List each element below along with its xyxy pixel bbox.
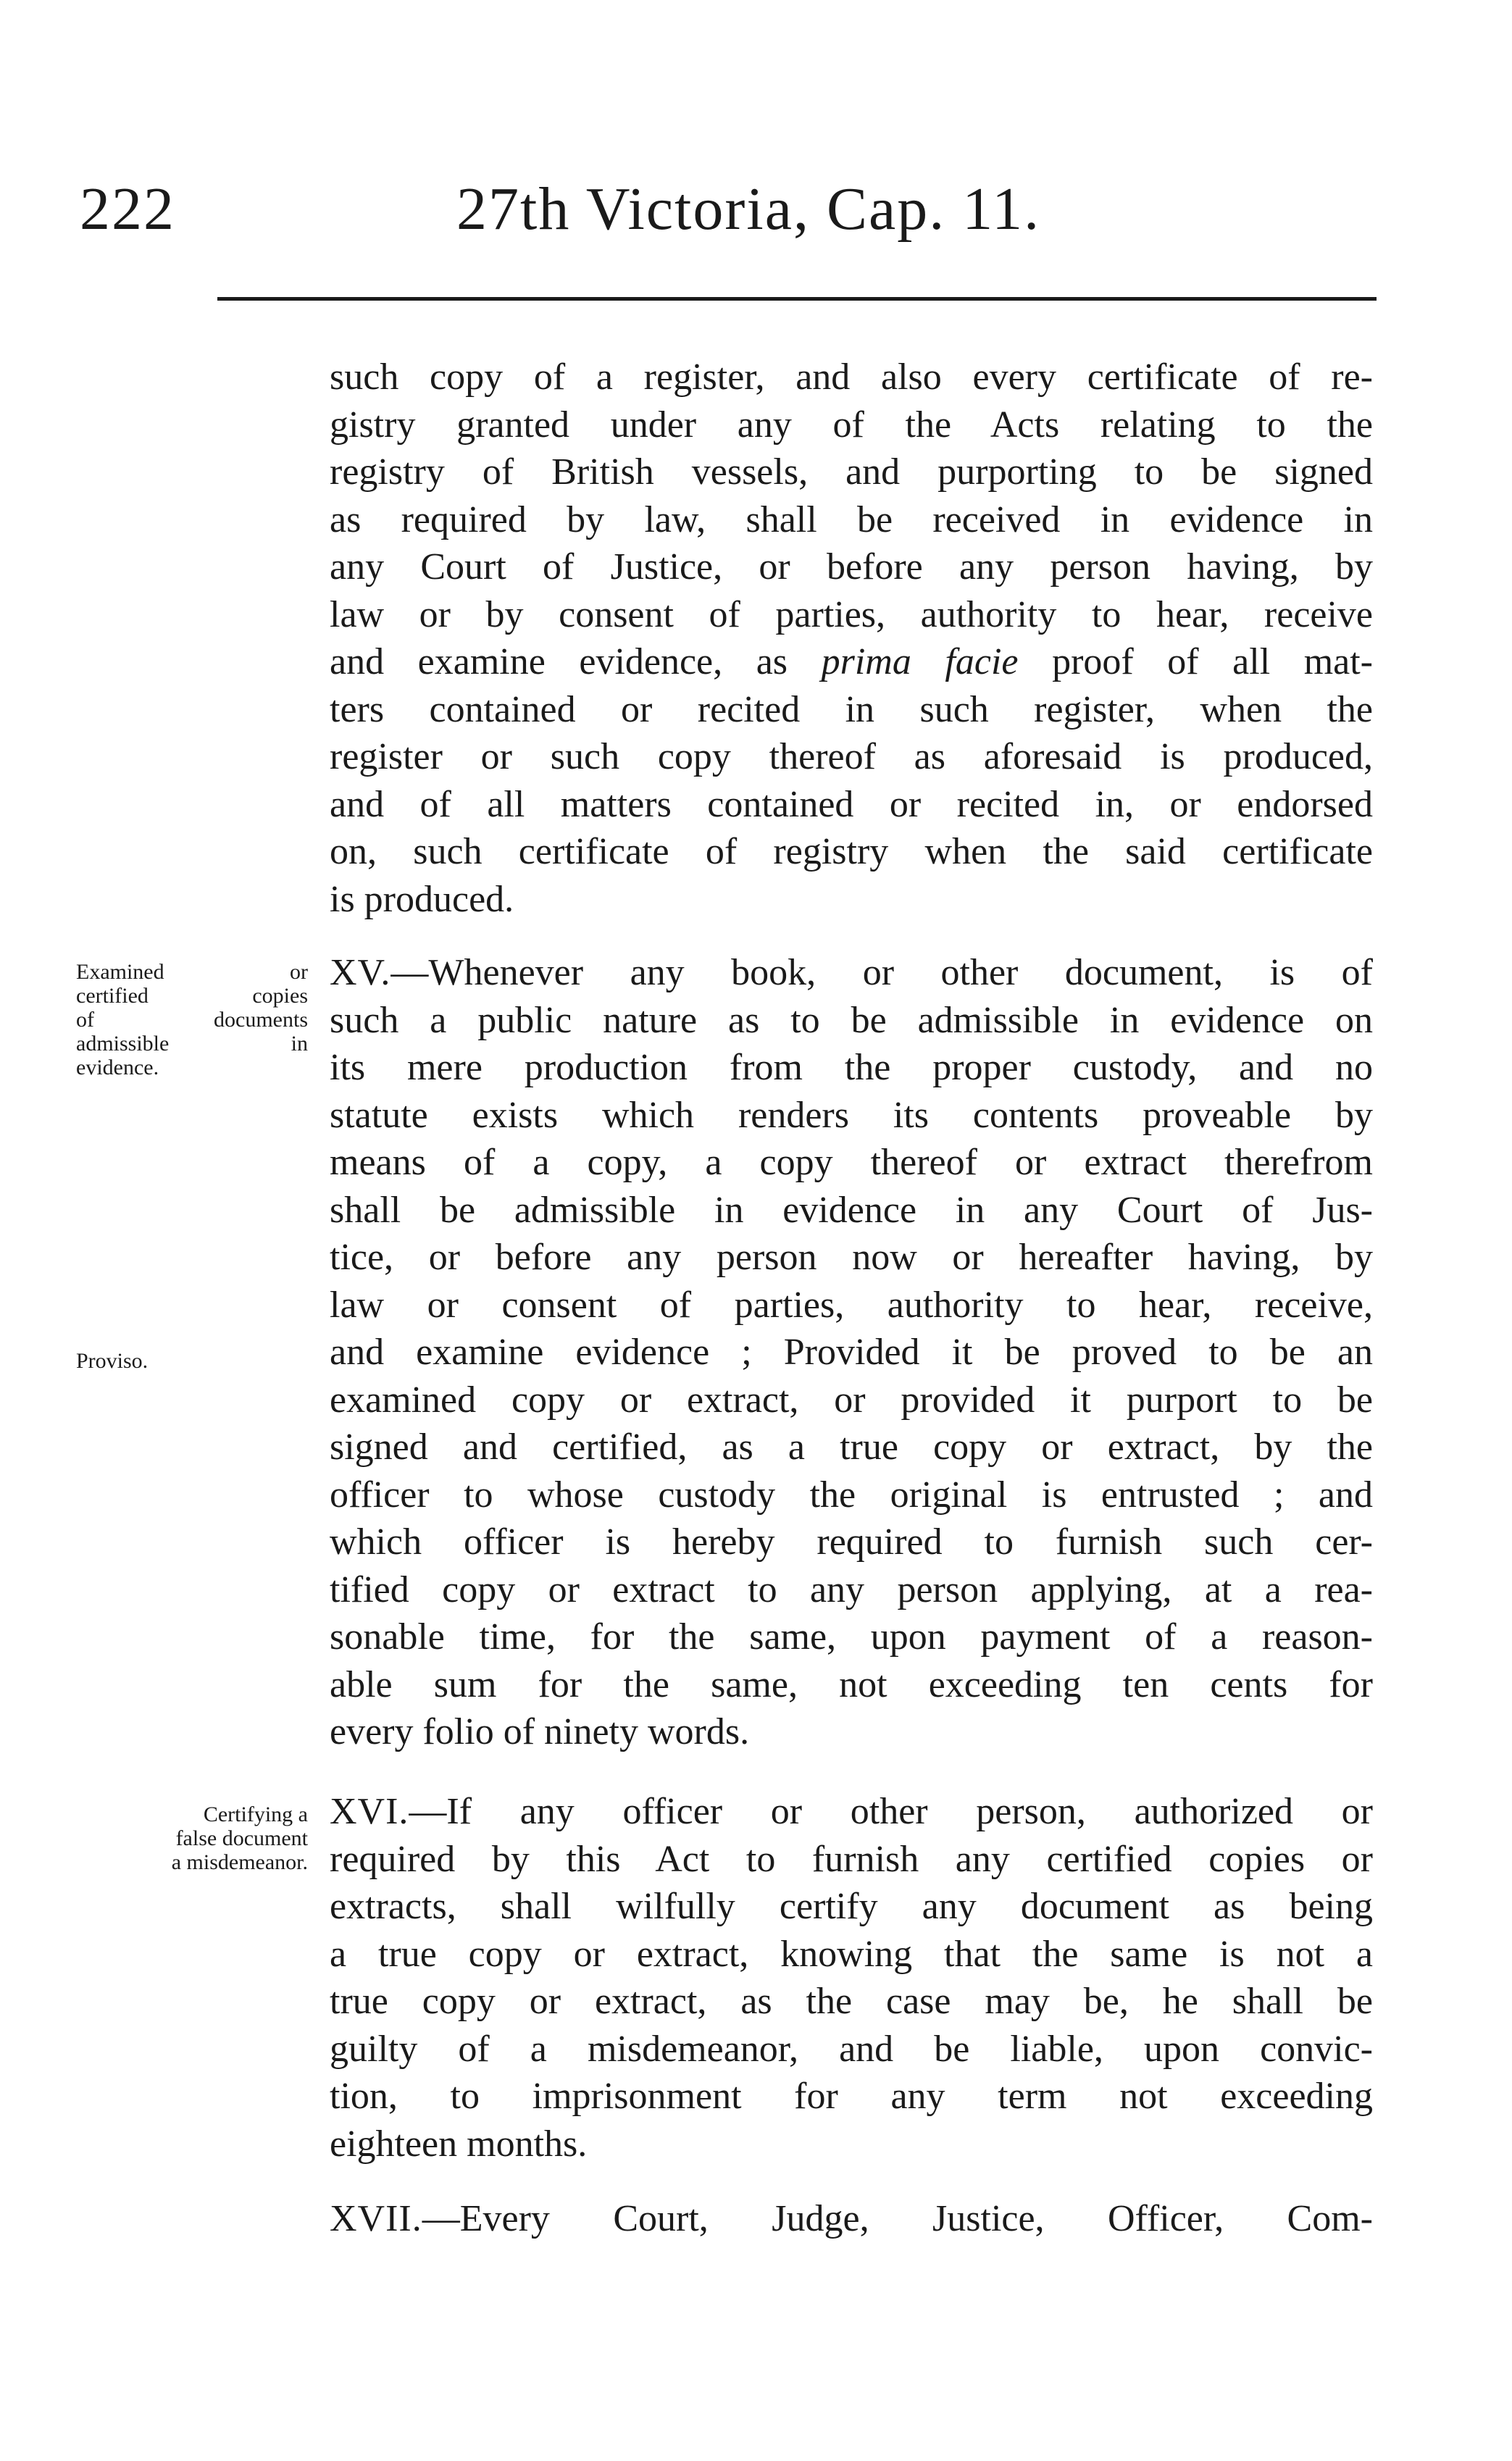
section-number: XV. bbox=[330, 952, 391, 993]
text-line: such a public nature as to be admissible in evidence on bbox=[330, 999, 1373, 1041]
margin-note-line: a misdemeanor. bbox=[171, 1850, 308, 1874]
text-fragment: —Every Court, Judge, Justice, Officer, Com- bbox=[422, 2198, 1373, 2239]
text-line: means of a copy, a copy thereof or extract therefrom bbox=[330, 1142, 1373, 1183]
text-line: and examine evidence ; Provided it be proved to be an bbox=[330, 1332, 1373, 1373]
text-line bbox=[330, 638, 1373, 686]
margin-note-line: admissible in bbox=[76, 1032, 308, 1056]
text-line: and of all matters contained or recited in, or endorsed bbox=[330, 783, 1373, 825]
text-line: officer to whose custody the original is entrusted ; and bbox=[330, 1474, 1373, 1516]
text-line: ters contained or recited in such register, when the bbox=[330, 688, 1373, 730]
section-number: XVII. bbox=[330, 2198, 422, 2239]
text-line: examined copy or extract, or provided it purport to be bbox=[330, 1379, 1373, 1421]
text-fragment: proof of all mat- bbox=[1052, 641, 1374, 682]
section-16 bbox=[330, 1788, 1373, 2168]
text-line: is produced. bbox=[330, 878, 514, 920]
text-fragment: —Whenever any book, or other document, is of bbox=[390, 952, 1373, 993]
text-line: tion, to imprisonment for any term not exceeding bbox=[330, 2076, 1373, 2117]
text-line: shall be admissible in evidence in any Court of Jus- bbox=[330, 1189, 1373, 1231]
header-rule bbox=[217, 297, 1377, 301]
text-line: required by this Act to furnish any certified copies or bbox=[330, 1838, 1373, 1880]
text-line: statute exists which renders its contents proveable by bbox=[330, 1094, 1373, 1136]
text-line: such copy of a register, and also every certificate of re- bbox=[330, 356, 1373, 398]
text-line: true copy or extract, as the case may be, he shall be bbox=[330, 1981, 1373, 2022]
text-line: registry of British vessels, and purporting to be signed bbox=[330, 451, 1373, 493]
text-line: on, such certificate of registry when the said certificate bbox=[330, 831, 1373, 872]
text-fragment: —If any officer or other person, authorized or bbox=[409, 1791, 1373, 1832]
text-line: every folio of ninety words. bbox=[330, 1711, 750, 1752]
text-line: law or consent of parties, authority to hear, receive, bbox=[330, 1284, 1373, 1326]
continued-paragraph bbox=[330, 354, 1373, 923]
text-line: sonable time, for the same, upon payment of a reason- bbox=[330, 1616, 1373, 1658]
text-line: law or by consent of parties, authority to hear, receive bbox=[330, 593, 1373, 635]
text-line: which officer is hereby required to furnish such cer- bbox=[330, 1521, 1373, 1563]
margin-note-line: evidence. bbox=[76, 1056, 159, 1079]
text-line: gistry granted under any of the Acts relating to the bbox=[330, 404, 1373, 446]
text-line: register or such copy thereof as aforesaid is produced, bbox=[330, 736, 1373, 777]
text-line: signed and certified, as a true copy or extract, by the bbox=[330, 1426, 1373, 1468]
text-line: tice, or before any person now or hereafter having, by bbox=[330, 1237, 1373, 1278]
text-line: its mere production from the proper custody, and no bbox=[330, 1047, 1373, 1088]
text-line: guilty of a misdemeanor, and be liable, upon convic- bbox=[330, 2028, 1373, 2070]
text-fragment: and examine evidence, as bbox=[330, 641, 788, 682]
running-title: 27th Victoria, Cap. 11. bbox=[456, 175, 1041, 243]
margin-note-line: Examined or bbox=[76, 960, 308, 984]
margin-note-line: of documents bbox=[76, 1008, 308, 1032]
text-line: extracts, shall wilfully certify any document as being bbox=[330, 1886, 1373, 1927]
text-line: tified copy or extract to any person applying, at a rea- bbox=[330, 1568, 1373, 1610]
margin-note-line: false document bbox=[175, 1826, 308, 1850]
margin-note-line: certified copies bbox=[76, 984, 308, 1008]
section-15 bbox=[330, 949, 1373, 1756]
text-line: eighteen months. bbox=[330, 2123, 588, 2165]
margin-note-section-16 bbox=[76, 1802, 308, 1874]
text-line: any Court of Justice, or before any person having, by bbox=[330, 546, 1373, 588]
text-line bbox=[330, 949, 1373, 997]
margin-note-section-15 bbox=[76, 960, 308, 1079]
page-number: 222 bbox=[80, 175, 175, 243]
margin-note-line: Proviso. bbox=[76, 1349, 149, 1373]
section-number: XVI. bbox=[330, 1791, 409, 1832]
text-line: as required by law, shall be received in evidence in bbox=[330, 498, 1373, 540]
text-line: a true copy or extract, knowing that the same is not a bbox=[330, 1933, 1373, 1975]
margin-note-line: Certifying a bbox=[203, 1802, 308, 1826]
page-header bbox=[80, 174, 1384, 261]
text-line bbox=[330, 1788, 1373, 1836]
latin-phrase: prima facie bbox=[821, 641, 1019, 682]
text-line bbox=[330, 2195, 1373, 2243]
text-line: able sum for the same, not exceeding ten cents for bbox=[330, 1663, 1373, 1705]
section-17 bbox=[330, 2195, 1373, 2243]
margin-note-proviso bbox=[76, 1349, 308, 1373]
